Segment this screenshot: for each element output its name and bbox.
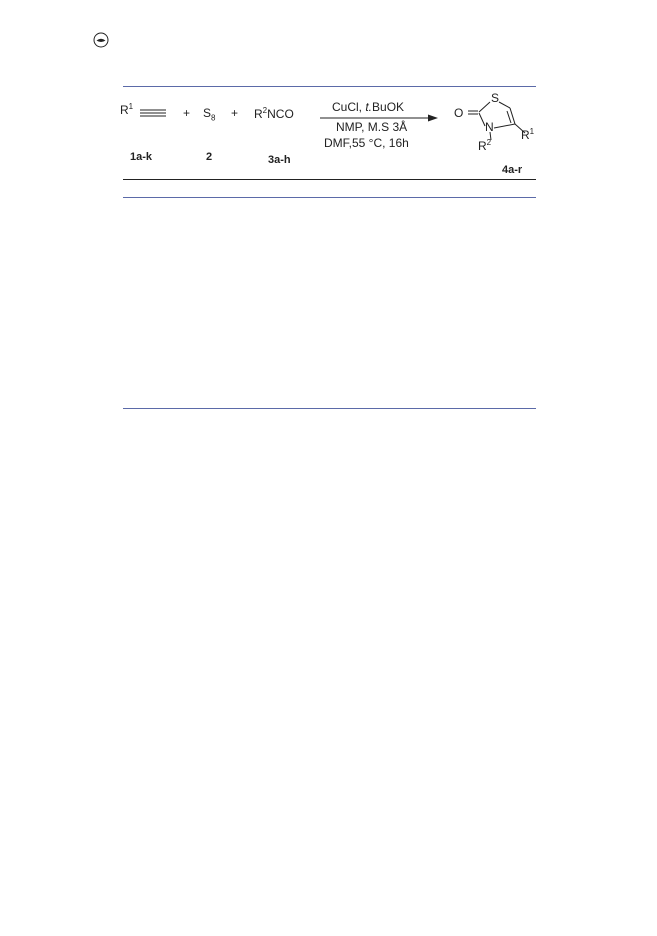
product-oxygen: O [454, 106, 464, 120]
alkyne-triple-bond-icon [140, 108, 166, 118]
product-r1: $R^1$ [521, 127, 535, 142]
plus-sign-2: + [231, 106, 239, 120]
plus-sign-1: + [183, 106, 191, 120]
reactant3-label: $R^2NCO$ [254, 106, 294, 121]
product-nitrogen: N [485, 120, 494, 134]
reaction-scheme [118, 93, 538, 183]
condition-line-2: NMP, M.S 3Å [336, 120, 408, 134]
scheme-bottom-rule [123, 179, 536, 180]
reactant1-id: 1a-k [130, 151, 153, 163]
journal-mark-icon [92, 31, 110, 49]
condition-line-3: DMF,55 °C, 16h [324, 136, 409, 150]
reactant2-label: $S_8$ [203, 106, 216, 123]
table-bottom-rule [123, 408, 536, 409]
product-sulfur: S [491, 91, 500, 105]
product-r2: $R^2$ [478, 138, 492, 153]
table-top-rule [123, 86, 536, 87]
condition-line-1: CuCl, t.BuOK [332, 100, 405, 114]
table-header-rule [123, 197, 536, 198]
reactant3-id: 3a-h [268, 154, 291, 166]
reactant2-id: 2 [206, 151, 213, 163]
product-id: 4a-r [502, 164, 523, 176]
reactant1-label: $R^1$ [120, 102, 134, 117]
